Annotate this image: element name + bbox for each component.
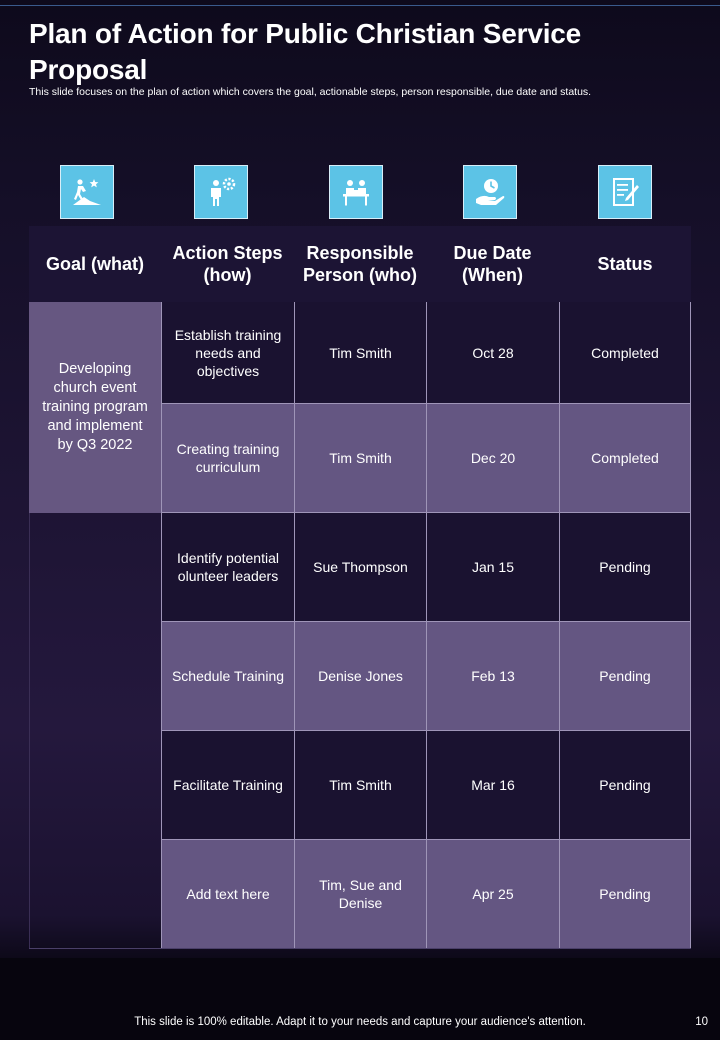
header-status: Status <box>597 254 653 274</box>
checklist-pen-icon <box>598 165 652 219</box>
table-cell-person: Tim Smith <box>294 404 426 513</box>
table-cell-status: Pending <box>559 622 691 731</box>
goal-cell: Developing church event training program and implement by Q3 2022 <box>29 302 161 513</box>
header-responsible-person: Responsible Person (who) <box>302 243 417 285</box>
table-cell-step: Facilitate Training <box>161 731 294 840</box>
page-title: Plan of Action for Public Christian Service Proposal <box>29 18 582 85</box>
table-cell-step: Establish training needs and objectives <box>161 302 294 404</box>
page-subtitle: This slide focuses on the plan of action which covers the goal, actionable steps, person responsible, due date and status. <box>29 86 592 98</box>
table-bottom-border <box>29 948 691 949</box>
header-goal: Goal (what) <box>46 254 144 274</box>
table-cell-status: Pending <box>559 731 691 840</box>
page-number: 10 <box>695 1016 708 1028</box>
table-cell-date: Feb 13 <box>426 622 559 731</box>
meeting-people-icon <box>329 165 383 219</box>
table-cell-status: Pending <box>559 513 691 622</box>
table-cell-person: Tim Smith <box>294 731 426 840</box>
table-header <box>29 226 691 302</box>
hand-clock-icon <box>463 165 517 219</box>
table-cell-status: Pending <box>559 840 691 949</box>
table-cell-date: Jan 15 <box>426 513 559 622</box>
table-cell-date: Dec 20 <box>426 404 559 513</box>
table-cell-step: Add text here <box>161 840 294 949</box>
table-cell-person: Sue Thompson <box>294 513 426 622</box>
climb-goal-icon <box>60 165 114 219</box>
goal-empty-cell <box>29 513 161 949</box>
table-cell-person: Tim Smith <box>294 302 426 404</box>
table-cell-step: Creating training curriculum <box>161 404 294 513</box>
table-cell-status: Completed <box>559 404 691 513</box>
table-cell-date: Apr 25 <box>426 840 559 949</box>
table-cell-step: Identify potential olunteer leaders <box>161 513 294 622</box>
table-cell-date: Oct 28 <box>426 302 559 404</box>
table-cell-step: Schedule Training <box>161 622 294 731</box>
table-cell-status: Completed <box>559 302 691 404</box>
table-cell-date: Mar 16 <box>426 731 559 840</box>
footer-note: This slide is 100% editable. Adapt it to your needs and capture your audience's attention. <box>134 1016 586 1028</box>
person-gear-icon <box>194 165 248 219</box>
top-divider <box>0 5 720 6</box>
header-due-date: Due Date (When) <box>453 243 532 285</box>
header-action-steps: Action Steps (how) <box>172 243 283 285</box>
table-cell-person: Tim, Sue and Denise <box>294 840 426 949</box>
table-cell-person: Denise Jones <box>294 622 426 731</box>
